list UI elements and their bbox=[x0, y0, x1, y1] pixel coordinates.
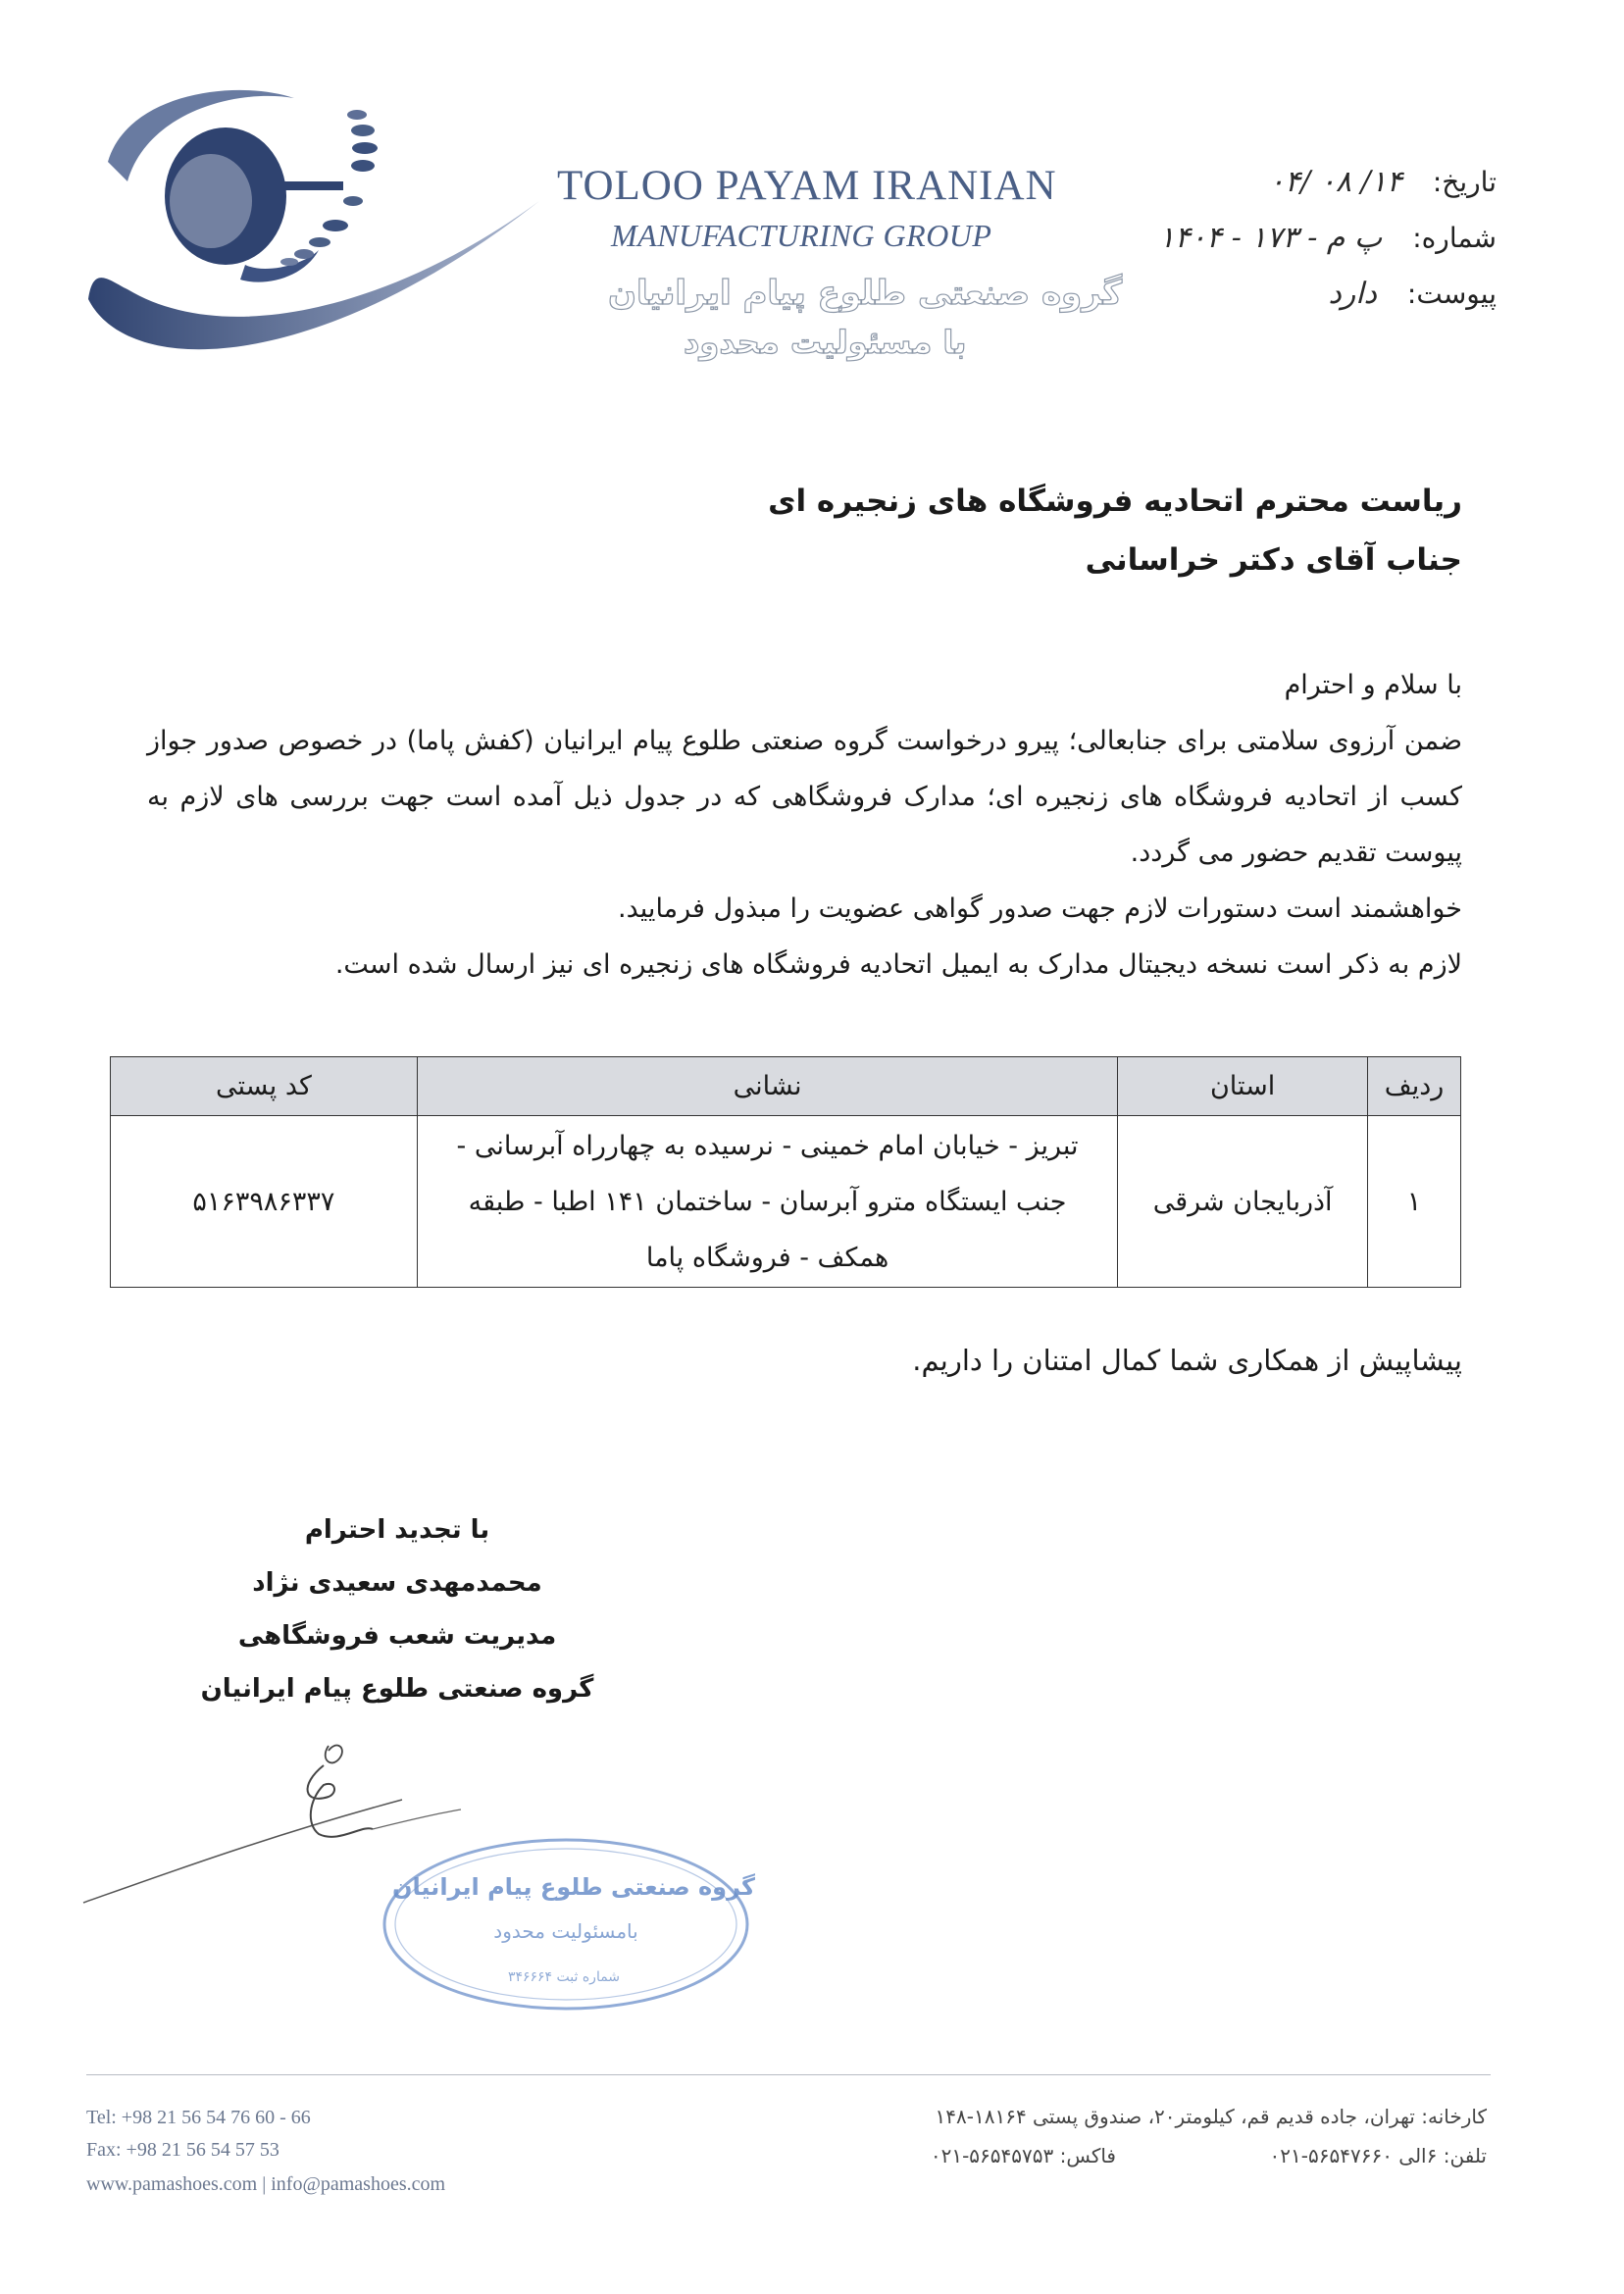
number-value: پ م - ۱۷۳ - ۱۴۰۴ bbox=[1158, 221, 1383, 255]
cell-row-number: ۱ bbox=[1368, 1116, 1461, 1288]
company-logo bbox=[69, 54, 559, 387]
signature-regards: با تجدید احترام bbox=[304, 1515, 490, 1545]
signer-name: محمدمهدی سعیدی نژاد bbox=[252, 1568, 542, 1598]
date-value: ۱۴/ ۰۸ /۰۴ bbox=[1268, 165, 1402, 199]
signature-block bbox=[177, 1504, 618, 1715]
letter-attachment bbox=[1328, 277, 1497, 311]
footer-divider bbox=[86, 2074, 1491, 2075]
footer-web: www.pamashoes.com | info@pamashoes.com bbox=[86, 2173, 446, 2195]
stamp-text-liability: بامسئولیت محدود bbox=[493, 1919, 638, 1943]
recipient-title: ریاست محترم اتحادیه فروشگاه های زنجیره ای bbox=[768, 484, 1462, 519]
header-row-number: ردیف bbox=[1368, 1057, 1461, 1116]
footer-fax: Fax: +98 21 56 54 57 53 bbox=[86, 2139, 279, 2161]
letter-body: ضمن آرزوی سلامتی برای جنابعالی؛ پیرو درخواست گروه صنعتی طلوع پیام ایرانیان (کفش پاما) در خصوص صدور جواز کسب از اتحادیه فروشگاه های زنجیره ای؛ مدارک فروشگاهی که در جدول ذیل آمده است جهت بررسی های لازم به پیوست تقدیم حضور می گردد. bbox=[147, 726, 1462, 868]
header-province: استان bbox=[1118, 1057, 1368, 1116]
footer-tel: Tel: +98 21 56 54 76 60 - 66 bbox=[86, 2107, 311, 2128]
company-subtitle-fa: با مسئولیت محدود bbox=[684, 324, 967, 361]
recipient-name: جناب آقای دکتر خراسانی bbox=[1085, 542, 1462, 578]
company-stamp bbox=[378, 1834, 755, 2015]
stamp-text-registration: شماره ثبت ۳۴۶۶۶۴ bbox=[507, 1969, 621, 1985]
footer-phone-fa: تلفن: ۶الی ۵۶۵۴۷۶۶۰-۰۲۱ bbox=[1269, 2144, 1487, 2167]
stores-table bbox=[110, 1056, 1461, 1288]
date-label: تاریخ: bbox=[1432, 166, 1497, 198]
greeting: با سلام و احترام bbox=[1284, 670, 1462, 700]
letter-date bbox=[1269, 165, 1497, 199]
company-name-en: TOLOO PAYAM IRANIAN bbox=[557, 163, 1057, 209]
table-header-row bbox=[111, 1057, 1461, 1116]
attachment-value: دارد bbox=[1328, 277, 1377, 311]
request-text: خواهشمند است دستورات لازم جهت صدور گواهی عضویت را مبذول فرمایید. bbox=[618, 893, 1462, 924]
footer-fax-fa: فاکس: ۵۶۵۴۵۷۵۳-۰۲۱ bbox=[930, 2144, 1116, 2167]
cell-address: تبریز - خیابان امام خمینی - نرسیده به چهارراه آبرسانی - جنب ایستگاه مترو آبرسان - ساختمان ۱۴۱ اطبا - طبقه همکف - فروشگاه پاما bbox=[417, 1116, 1117, 1288]
signer-company: گروه صنعتی طلوع پیام ایرانیان bbox=[200, 1674, 594, 1704]
header-address: نشانی bbox=[417, 1057, 1117, 1116]
cell-postal-code: ۵۱۶۳۹۸۶۳۳۷ bbox=[111, 1116, 418, 1288]
letter-number bbox=[1159, 221, 1497, 255]
footer-factory-address: کارخانه: تهران، جاده قدیم قم، کیلومتر۲۰، صندوق پستی ۱۸۱۶۴-۱۴۸ bbox=[935, 2105, 1487, 2128]
table-row bbox=[111, 1116, 1461, 1288]
attachment-label: پیوست: bbox=[1406, 278, 1497, 310]
stamp-text-company: گروه صنعتی طلوع پیام ایرانیان bbox=[392, 1873, 755, 1901]
number-label: شماره: bbox=[1412, 222, 1497, 254]
company-name-fa: گروه صنعتی طلوع پیام ایرانیان bbox=[608, 274, 1123, 313]
cell-province: آذربایجان شرقی bbox=[1118, 1116, 1368, 1288]
company-subtitle-en: MANUFACTURING GROUP bbox=[611, 218, 992, 253]
note-text: لازم به ذکر است نسخه دیجیتال مدارک به ایمیل اتحادیه فروشگاه های زنجیره ای نیز ارسال شده است. bbox=[334, 949, 1462, 980]
header-postal-code: کد پستی bbox=[111, 1057, 418, 1116]
closing-text: پیشاپیش از همکاری شما کمال امتنان را داریم. bbox=[912, 1344, 1462, 1377]
signer-title: مدیریت شعب فروشگاهی bbox=[237, 1621, 557, 1651]
